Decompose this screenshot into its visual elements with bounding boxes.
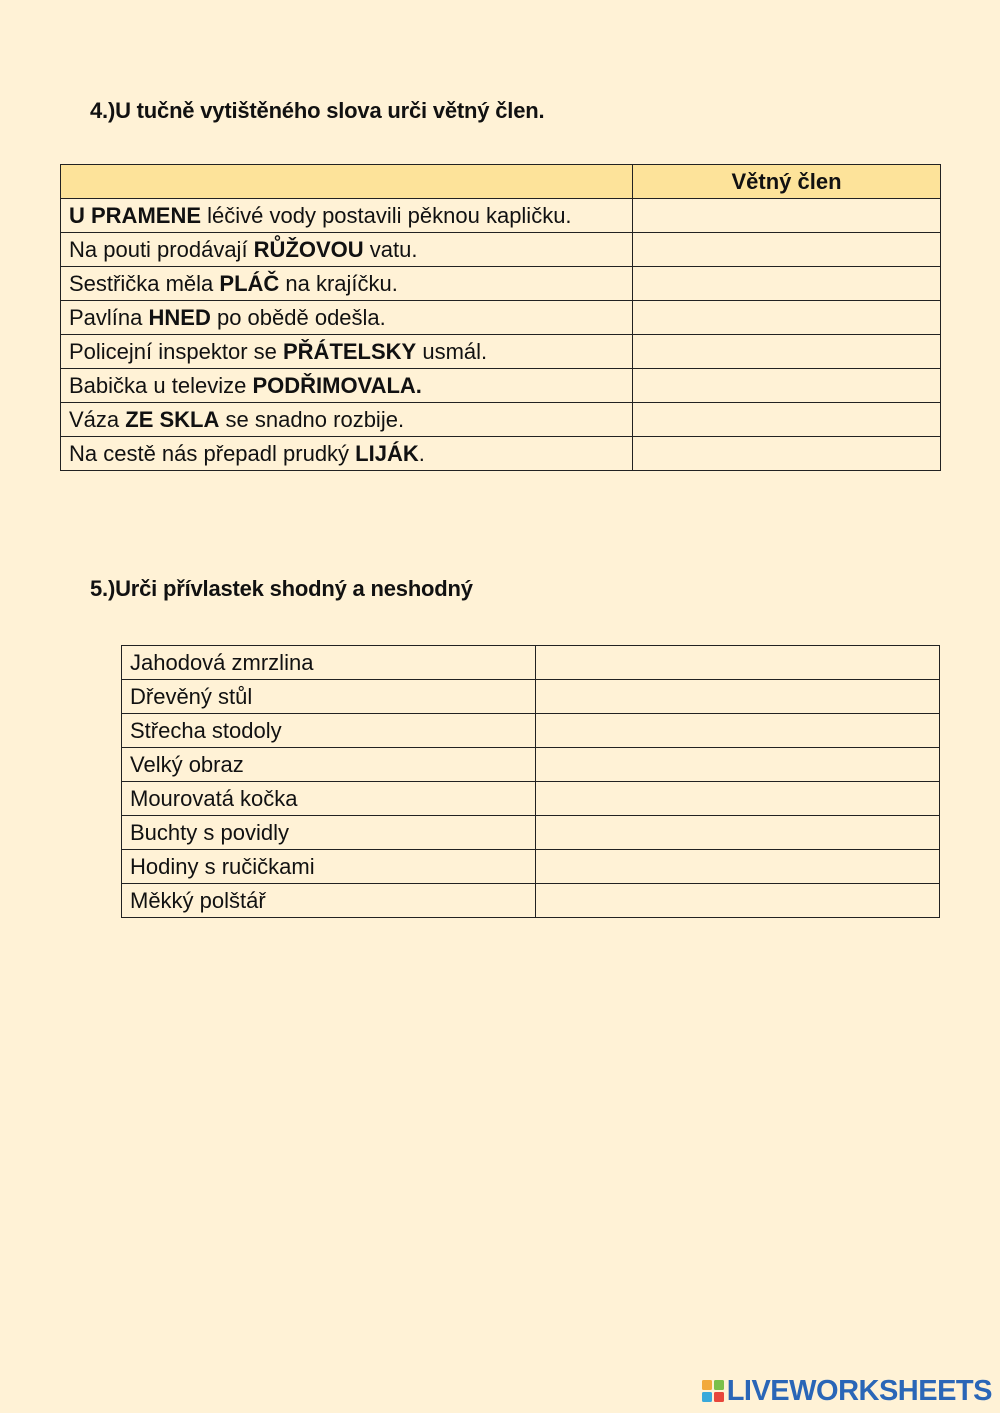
exercise-5-table	[121, 645, 940, 918]
sentence-text: Na pouti prodávají	[69, 237, 254, 262]
bold-word: RŮŽOVOU	[253, 237, 364, 262]
table-row	[122, 714, 940, 748]
sentence-text: Babička u televize	[69, 373, 253, 398]
sentence-text: Váza	[69, 407, 126, 432]
table-row	[61, 369, 941, 403]
sentence-cell	[61, 437, 633, 471]
sentence-text: Sestřička měla	[69, 271, 220, 296]
table-row	[122, 646, 940, 680]
table-header-row	[61, 165, 941, 199]
table-row	[61, 437, 941, 471]
sentence-text: na krajíčku.	[279, 271, 398, 296]
answer-field[interactable]	[536, 816, 940, 850]
liveworksheets-logo-text: LIVEWORKSHEETS	[726, 1374, 992, 1407]
table-row	[61, 403, 941, 437]
liveworksheets-logo-icon	[702, 1380, 724, 1402]
answer-field[interactable]	[536, 884, 940, 918]
answer-field[interactable]	[633, 233, 941, 267]
bold-word: U PRAMENE	[69, 203, 202, 228]
phrase-cell: Měkký polštář	[122, 884, 536, 918]
sentence-cell	[61, 233, 633, 267]
phrase-cell: Velký obraz	[122, 748, 536, 782]
table-row	[122, 850, 940, 884]
answer-field[interactable]	[536, 782, 940, 816]
answer-field[interactable]	[633, 403, 941, 437]
answer-field[interactable]	[633, 335, 941, 369]
exercise-4-table	[60, 164, 941, 471]
sentence-cell	[61, 369, 633, 403]
sentence-text: léčivé vody postavili pěknou kapličku.	[201, 203, 572, 228]
sentence-text: se snadno rozbije.	[219, 407, 405, 432]
sentence-text: Pavlína	[69, 305, 149, 330]
phrase-cell: Buchty s povidly	[122, 816, 536, 850]
answer-field[interactable]	[633, 267, 941, 301]
sentence-cell	[61, 335, 633, 369]
table-row	[61, 301, 941, 335]
sentence-cell	[61, 301, 633, 335]
answer-field[interactable]	[536, 680, 940, 714]
table-row	[122, 816, 940, 850]
answer-field[interactable]	[536, 714, 940, 748]
answer-field[interactable]	[536, 748, 940, 782]
sentence-cell	[61, 199, 633, 233]
answer-field[interactable]	[633, 437, 941, 471]
answer-field[interactable]	[633, 301, 941, 335]
sentence-text: .	[418, 441, 425, 466]
sentence-text: vatu.	[363, 237, 418, 262]
exercise-4-heading: 4.)U tučně vytištěného slova urči větný člen.	[90, 98, 545, 123]
answer-field[interactable]	[536, 850, 940, 884]
sentence-text: Na cestě nás přepadl prudký	[69, 441, 356, 466]
answer-field[interactable]	[633, 199, 941, 233]
sentence-column-header	[61, 165, 633, 199]
bold-word: PODŘIMOVALA.	[252, 373, 422, 398]
phrase-cell: Mourovatá kočka	[122, 782, 536, 816]
table-row	[122, 782, 940, 816]
bold-word: PLÁČ	[219, 271, 280, 296]
exercise-5-heading: 5.)Urči přívlastek shodný a neshodný	[90, 576, 473, 601]
sentence-cell	[61, 267, 633, 301]
phrase-cell: Hodiny s ručičkami	[122, 850, 536, 884]
bold-word: PŘÁTELSKY	[283, 339, 417, 364]
table-row	[61, 199, 941, 233]
table-row	[61, 335, 941, 369]
answer-field[interactable]	[633, 369, 941, 403]
sentence-text: Policejní inspektor se	[69, 339, 283, 364]
table-row	[122, 680, 940, 714]
liveworksheets-logo	[702, 1373, 992, 1409]
sentence-cell	[61, 403, 633, 437]
sentence-text: usmál.	[416, 339, 488, 364]
phrase-cell: Jahodová zmrzlina	[122, 646, 536, 680]
answer-field[interactable]	[536, 646, 940, 680]
bold-word: LIJÁK	[355, 441, 419, 466]
bold-word: ZE SKLA	[125, 407, 220, 432]
bold-word: HNED	[148, 305, 211, 330]
phrase-cell: Střecha stodoly	[122, 714, 536, 748]
sentence-member-column-header: Větný člen	[633, 165, 941, 199]
sentence-text: po obědě odešla.	[210, 305, 386, 330]
table-row	[61, 233, 941, 267]
table-row	[61, 267, 941, 301]
table-row	[122, 748, 940, 782]
table-row	[122, 884, 940, 918]
phrase-cell: Dřevěný stůl	[122, 680, 536, 714]
